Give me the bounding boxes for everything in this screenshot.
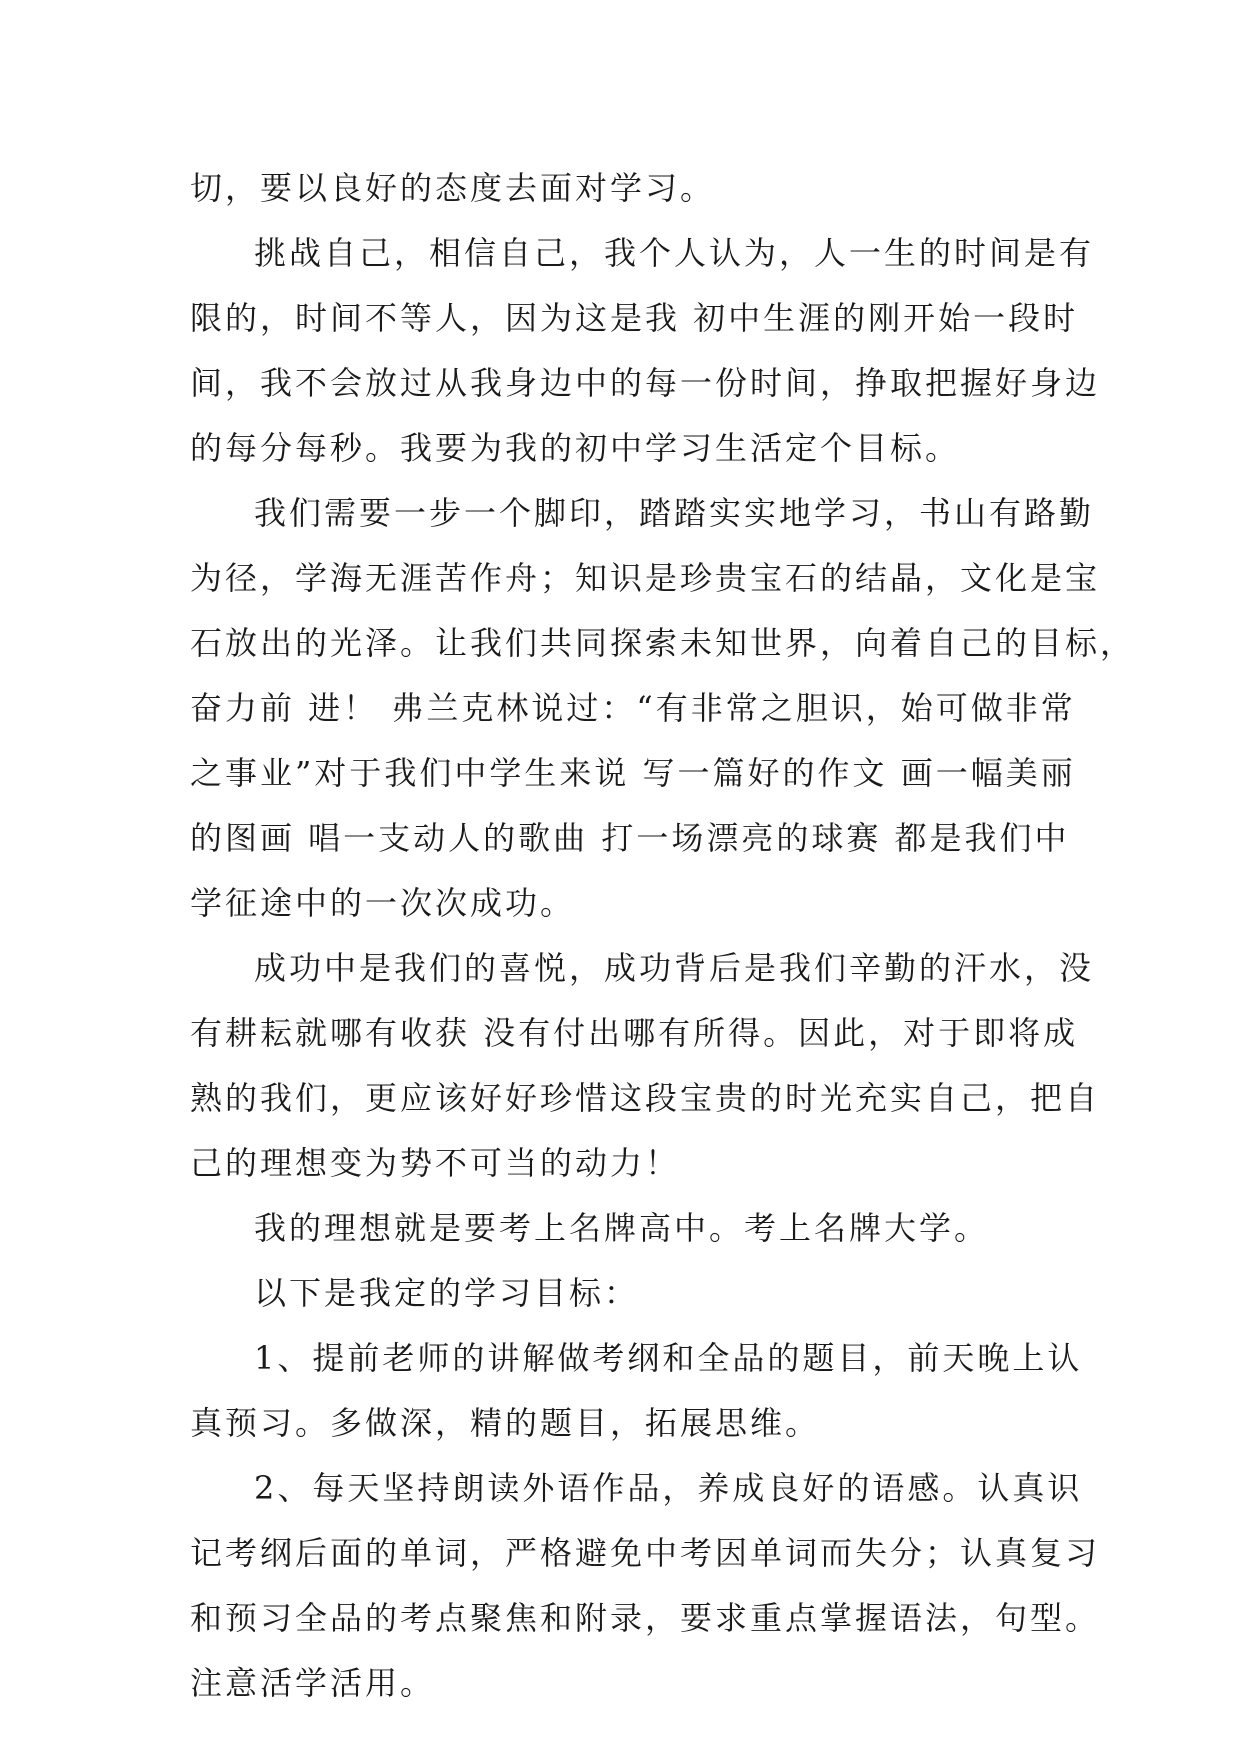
text-line: 真预习。多做深，精的题目，拓展思维。 (190, 1404, 821, 1442)
text-line: 注意活学活用。 (190, 1664, 436, 1702)
text-line: 的每分每秒。我要为我的初中学习生活定个目标。 (190, 429, 961, 467)
paragraph-first-line: 成功中是我们的喜悦，成功背后是我们辛勤的汗水，没 (254, 949, 1095, 987)
text-line: 学征途中的一次次成功。 (190, 884, 576, 922)
text-line: 限的，时间不等人，因为这是我 初中生涯的刚开始一段时 (190, 299, 1079, 337)
text-line: 的图画 唱一支动人的歌曲 打一场漂亮的球赛 都是我们中 (190, 819, 1070, 857)
text-line: 石放出的光泽。让我们共同探索未知世界，向着自己的目标， (190, 624, 1136, 662)
text-line: 之事业”对于我们中学生来说 写一篇好的作文 画一幅美丽 (190, 754, 1076, 792)
body-text (190, 156, 1136, 1716)
text-line: 有耕耘就哪有收获 没有付出哪有所得。因此，对于即将成 (190, 1014, 1079, 1052)
paragraph-first-line: 以下是我定的学习目标： (254, 1274, 640, 1312)
text-line: 间，我不会放过从我身边中的每一份时间，挣取把握好身边 (190, 364, 1101, 402)
list-item-first-line: 2、每天坚持朗读外语作品，养成良好的语感。认真识 (254, 1469, 1083, 1507)
text-line: 和预习全品的考点聚焦和附录，要求重点掌握语法，句型。 (190, 1599, 1101, 1637)
paragraph-first-line: 我的理想就是要考上名牌高中。考上名牌大学。 (254, 1209, 990, 1247)
paragraph-first-line: 挑战自己，相信自己，我个人认为，人一生的时间是有 (254, 234, 1095, 272)
text-line: 记考纲后面的单词，严格避免中考因单词而失分；认真复习 (190, 1534, 1101, 1572)
text-line: 为径，学海无涯苦作舟；知识是珍贵宝石的结晶，文化是宝 (190, 559, 1101, 597)
paragraph-first-line: 我们需要一步一个脚印，踏踏实实地学习，书山有路勤 (254, 494, 1095, 532)
text-line: 熟的我们，更应该好好珍惜这段宝贵的时光充实自己，把自 (190, 1079, 1101, 1117)
text-line: 奋力前 进！ 弗兰克林说过：“有非常之胆识，始可做非常 (190, 689, 1076, 727)
text-line: 切，要以良好的态度去面对学习。 (190, 169, 716, 207)
text-line: 己的理想变为势不可当的动力！ (190, 1144, 681, 1182)
list-item-first-line: 1、提前老师的讲解做考纲和全品的题目，前天晚上认 (254, 1339, 1083, 1377)
